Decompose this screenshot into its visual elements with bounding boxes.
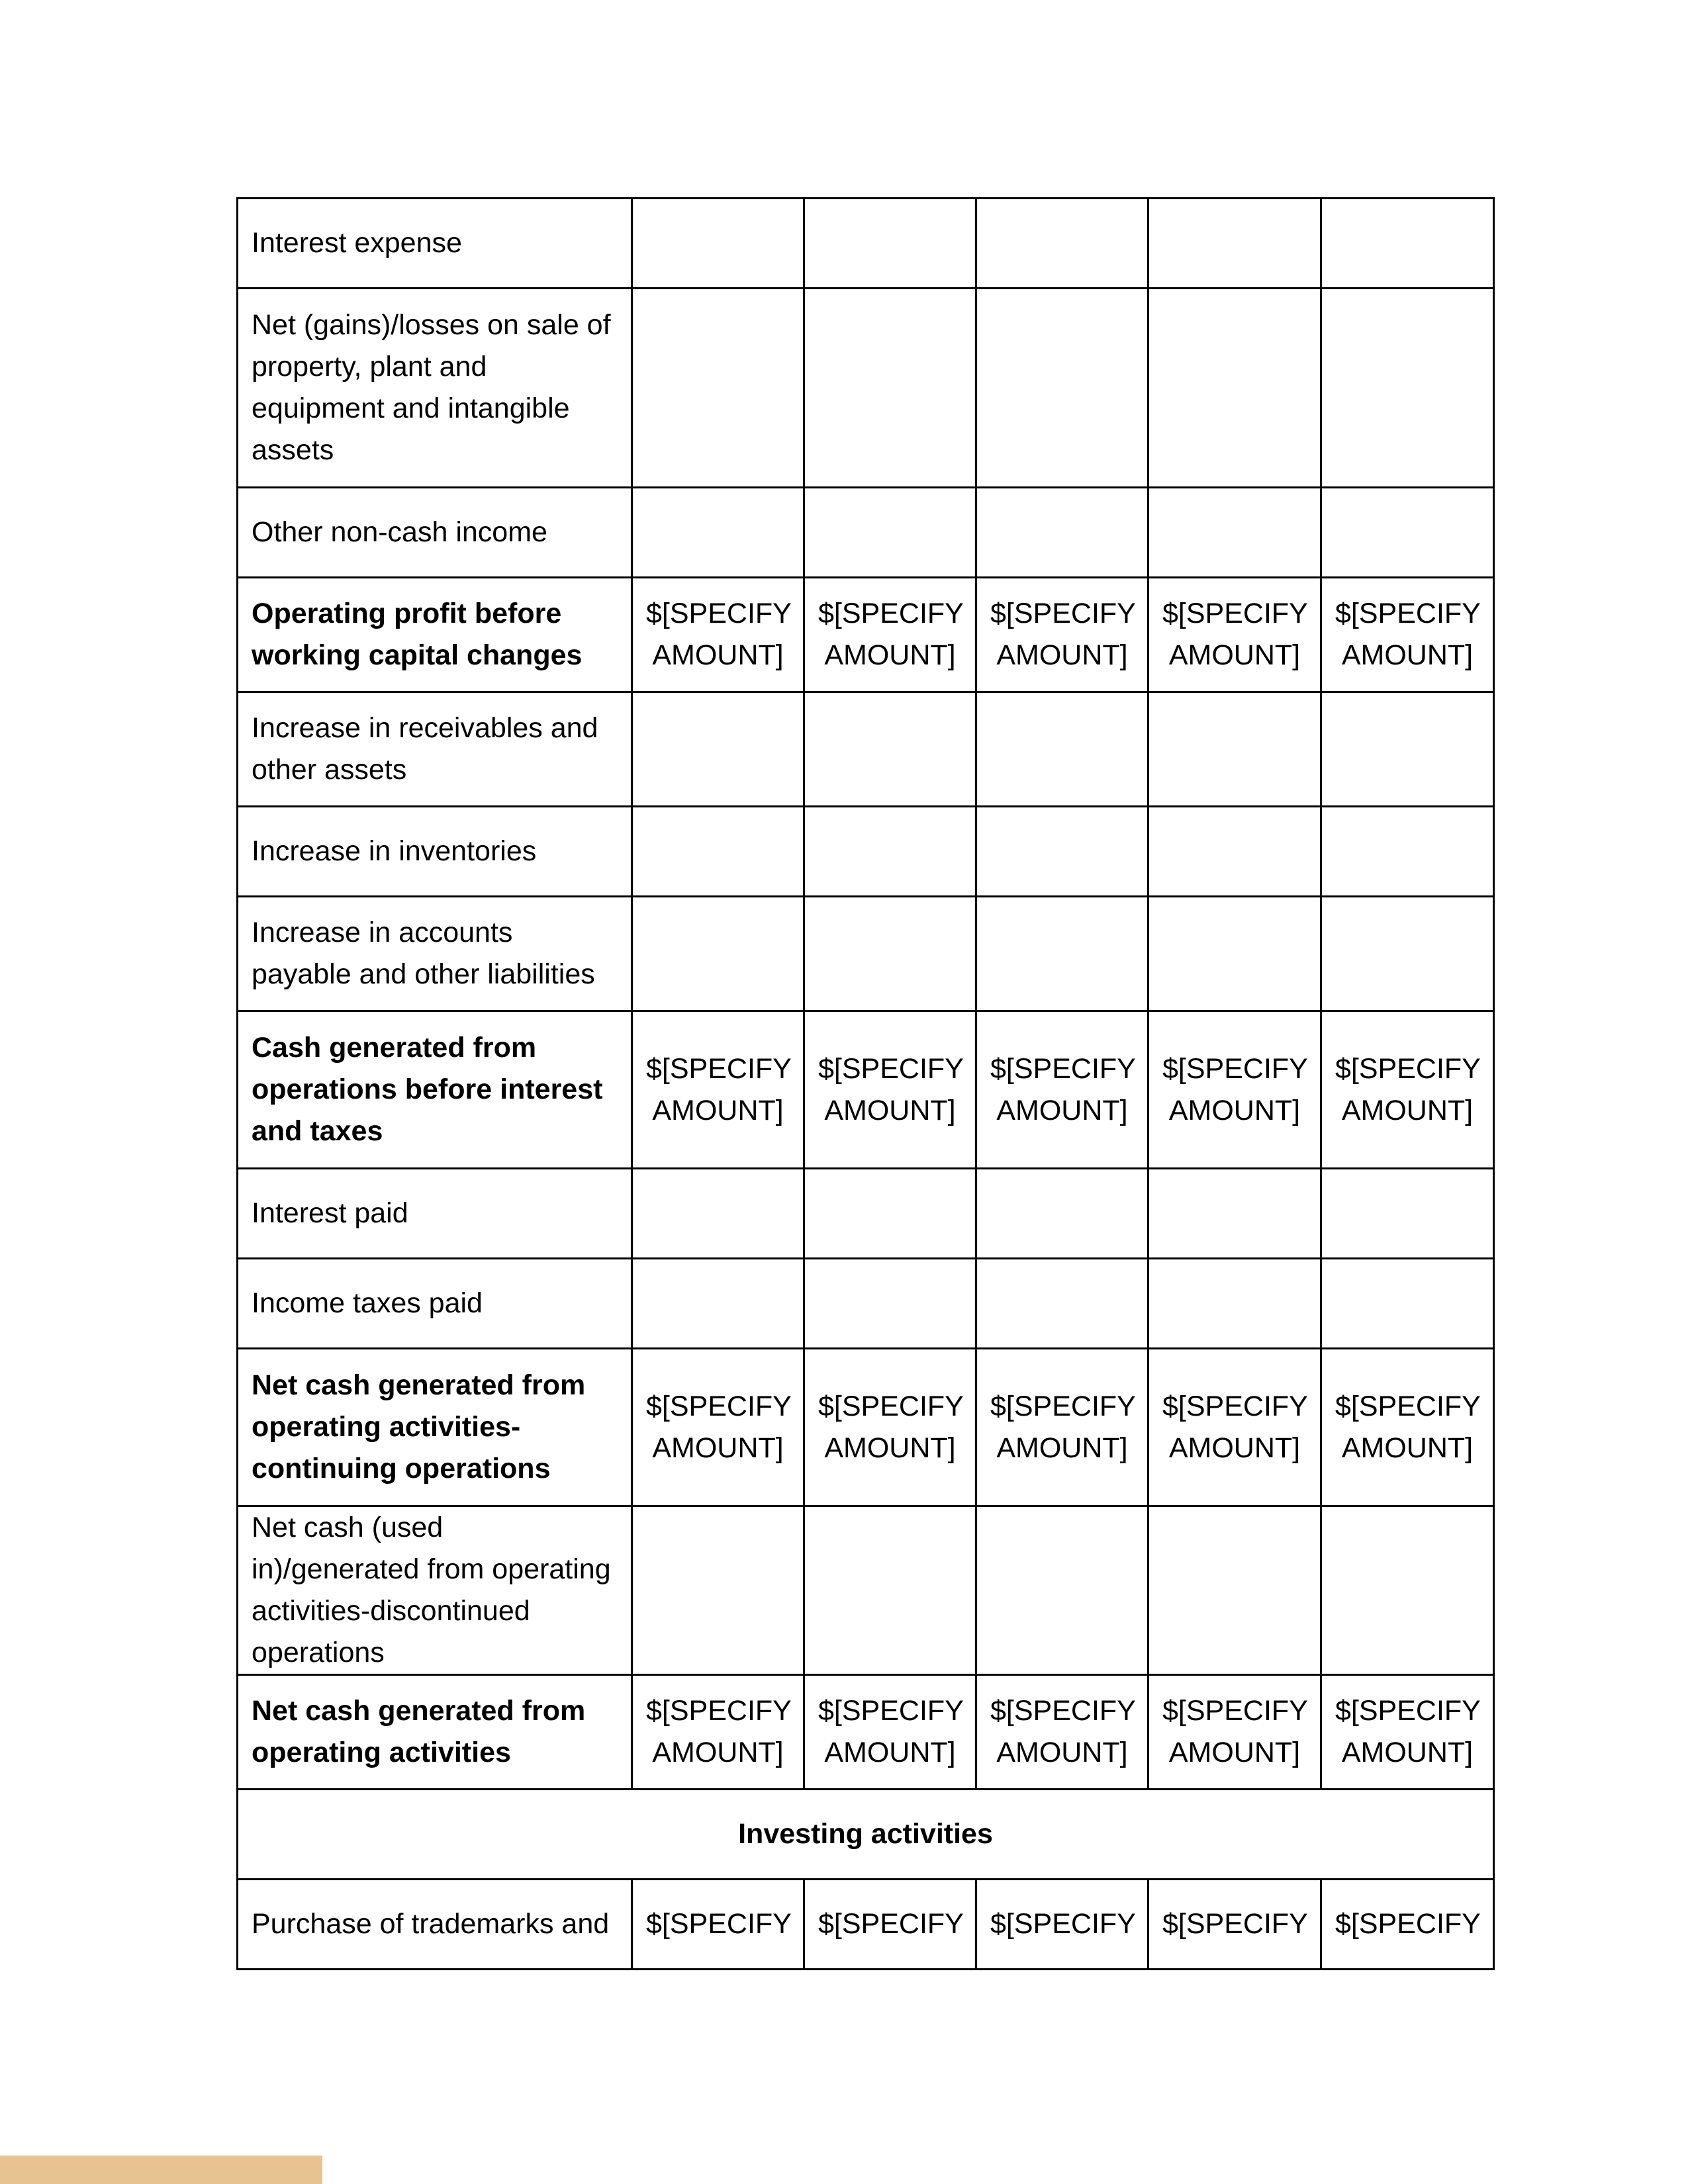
amount-cell: $[SPECIFY AMOUNT] — [804, 1675, 976, 1790]
amount-cell — [976, 807, 1149, 897]
amount-cell: $[SPECIFY AMOUNT] — [804, 1011, 976, 1169]
amount-cell: $[SPECIFY AMOUNT] — [1149, 1349, 1321, 1506]
amount-cell: $[SPECIFY AMOUNT] — [1149, 1011, 1321, 1169]
amount-cell: $[SPECIFY AMOUNT] — [976, 1011, 1149, 1169]
amount-cell — [1149, 897, 1321, 1011]
amount-cell — [1149, 692, 1321, 807]
amount-cell — [976, 1506, 1149, 1675]
table-row — [238, 199, 1494, 289]
amount-cell — [1321, 488, 1494, 578]
amount-cell: $[SPECIFY AMOUNT] — [632, 1349, 804, 1506]
section-header-label: Investing activities — [238, 1790, 1494, 1880]
amount-cell: $[SPECIFY — [1149, 1880, 1321, 1970]
amount-cell — [976, 289, 1149, 488]
amount-cell — [632, 897, 804, 1011]
row-label: Increase in accounts payable and other liabilities — [238, 897, 632, 1011]
amount-cell: $[SPECIFY AMOUNT] — [976, 578, 1149, 692]
row-label: Increase in inventories — [238, 807, 632, 897]
amount-cell — [1321, 807, 1494, 897]
amount-cell: $[SPECIFY AMOUNT] — [1149, 578, 1321, 692]
amount-cell: $[SPECIFY AMOUNT] — [632, 578, 804, 692]
amount-cell — [976, 1169, 1149, 1259]
amount-cell — [804, 289, 976, 488]
table-row — [238, 1259, 1494, 1349]
amount-cell — [1321, 1169, 1494, 1259]
amount-cell — [804, 199, 976, 289]
row-label: Interest expense — [238, 199, 632, 289]
row-label: Net cash generated from operating activities-continuing operations — [238, 1349, 632, 1506]
amount-cell — [976, 897, 1149, 1011]
table-row — [238, 1349, 1494, 1506]
row-label: Increase in receivables and other assets — [238, 692, 632, 807]
amount-cell — [1321, 897, 1494, 1011]
amount-cell — [632, 1506, 804, 1675]
table-row — [238, 578, 1494, 692]
table-row — [238, 1506, 1494, 1675]
amount-cell — [1321, 1506, 1494, 1675]
amount-cell: $[SPECIFY AMOUNT] — [1321, 578, 1494, 692]
amount-cell — [632, 807, 804, 897]
cash-flow-table-body — [238, 199, 1494, 1970]
amount-cell — [804, 488, 976, 578]
amount-cell — [632, 488, 804, 578]
amount-cell — [976, 488, 1149, 578]
amount-cell — [804, 692, 976, 807]
amount-cell: $[SPECIFY AMOUNT] — [1321, 1011, 1494, 1169]
amount-cell — [632, 1169, 804, 1259]
amount-cell: $[SPECIFY AMOUNT] — [632, 1675, 804, 1790]
amount-cell — [1149, 199, 1321, 289]
amount-cell — [804, 1169, 976, 1259]
row-label: Net cash (used in)/generated from operating activities-discontinued operations — [238, 1506, 632, 1675]
amount-cell — [804, 897, 976, 1011]
table-row — [238, 1011, 1494, 1169]
amount-cell — [632, 289, 804, 488]
amount-cell — [632, 1259, 804, 1349]
row-label: Cash generated from operations before interest and taxes — [238, 1011, 632, 1169]
amount-cell — [1149, 807, 1321, 897]
amount-cell: $[SPECIFY — [632, 1880, 804, 1970]
table-row — [238, 488, 1494, 578]
amount-cell — [632, 692, 804, 807]
footer-accent-bar — [0, 2156, 322, 2184]
amount-cell: $[SPECIFY AMOUNT] — [976, 1675, 1149, 1790]
amount-cell: $[SPECIFY — [804, 1880, 976, 1970]
amount-cell — [804, 807, 976, 897]
amount-cell — [976, 692, 1149, 807]
amount-cell — [1321, 692, 1494, 807]
section-header-row — [238, 1790, 1494, 1880]
amount-cell: $[SPECIFY AMOUNT] — [804, 1349, 976, 1506]
row-label: Interest paid — [238, 1169, 632, 1259]
table-row — [238, 289, 1494, 488]
amount-cell — [804, 1506, 976, 1675]
amount-cell: $[SPECIFY AMOUNT] — [804, 578, 976, 692]
table-row — [238, 1169, 1494, 1259]
table-row — [238, 692, 1494, 807]
amount-cell — [976, 1259, 1149, 1349]
amount-cell: $[SPECIFY AMOUNT] — [1149, 1675, 1321, 1790]
amount-cell — [1149, 1169, 1321, 1259]
cash-flow-table — [236, 197, 1495, 1970]
amount-cell — [1149, 1259, 1321, 1349]
amount-cell: $[SPECIFY — [1321, 1880, 1494, 1970]
amount-cell — [1149, 488, 1321, 578]
row-label: Net cash generated from operating activities — [238, 1675, 632, 1790]
row-label: Net (gains)/losses on sale of property, plant and equipment and intangible assets — [238, 289, 632, 488]
amount-cell — [976, 199, 1149, 289]
amount-cell: $[SPECIFY AMOUNT] — [632, 1011, 804, 1169]
amount-cell — [632, 199, 804, 289]
amount-cell — [1321, 289, 1494, 488]
row-label: Operating profit before working capital changes — [238, 578, 632, 692]
amount-cell — [1149, 289, 1321, 488]
row-label: Purchase of trademarks and — [238, 1880, 632, 1970]
table-row — [238, 807, 1494, 897]
table-row — [238, 1675, 1494, 1790]
amount-cell: $[SPECIFY AMOUNT] — [1321, 1675, 1494, 1790]
table-row — [238, 1880, 1494, 1970]
table-row — [238, 897, 1494, 1011]
row-label: Income taxes paid — [238, 1259, 632, 1349]
amount-cell — [1321, 199, 1494, 289]
amount-cell: $[SPECIFY AMOUNT] — [1321, 1349, 1494, 1506]
row-label: Other non-cash income — [238, 488, 632, 578]
amount-cell — [1149, 1506, 1321, 1675]
amount-cell: $[SPECIFY AMOUNT] — [976, 1349, 1149, 1506]
amount-cell — [1321, 1259, 1494, 1349]
amount-cell — [804, 1259, 976, 1349]
amount-cell: $[SPECIFY — [976, 1880, 1149, 1970]
